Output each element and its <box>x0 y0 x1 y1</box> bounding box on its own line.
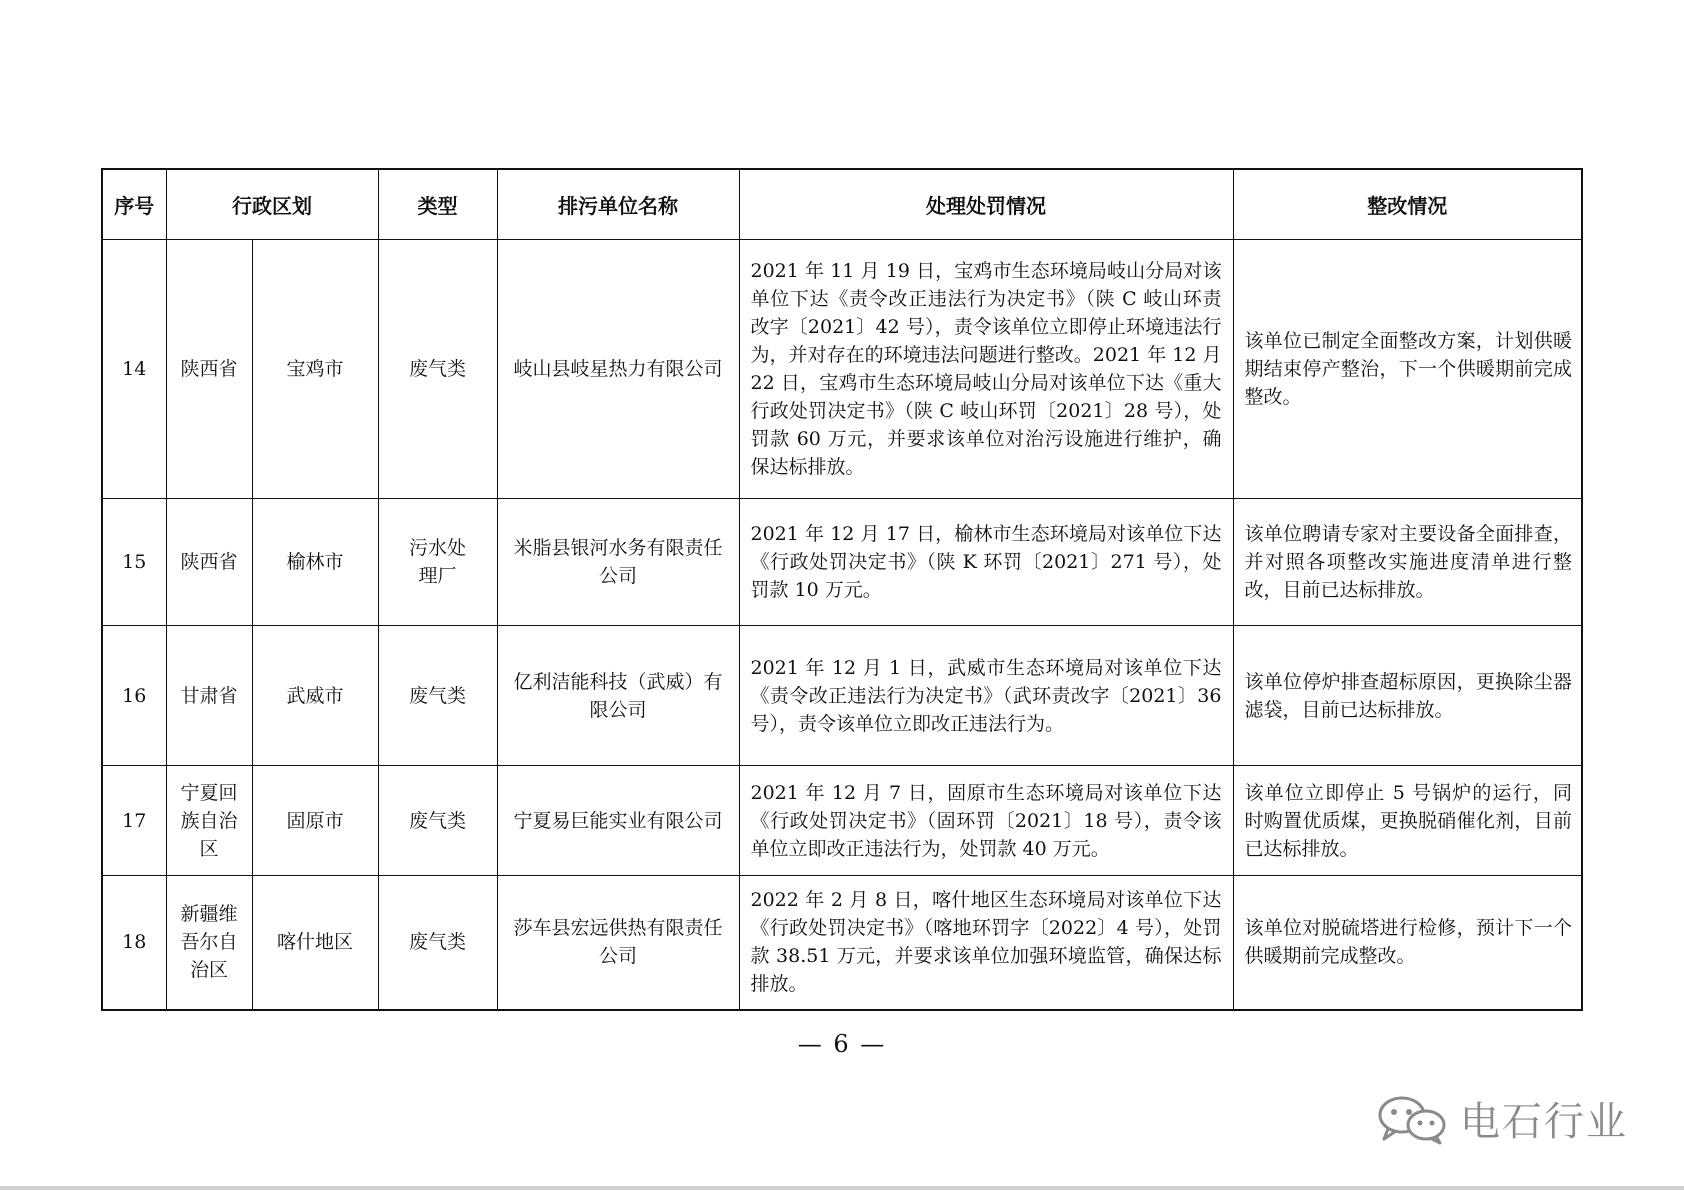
cell-seq: 15 <box>102 499 166 626</box>
table-row <box>102 766 1582 876</box>
cell-province: 宁夏回族自治区 <box>166 766 252 876</box>
cell-province: 陕西省 <box>166 499 252 626</box>
cell-province: 陕西省 <box>166 240 252 499</box>
header-name: 排污单位名称 <box>497 169 739 240</box>
cell-city: 喀什地区 <box>252 876 378 1010</box>
table-header-row <box>102 169 1582 240</box>
cell-rectification: 该单位聘请专家对主要设备全面排查，并对照各项整改实施进度清单进行整改，目前已达标排放。 <box>1233 499 1582 626</box>
cell-province: 甘肃省 <box>166 626 252 766</box>
cell-unit-name: 米脂县银河水务有限责任公司 <box>497 499 739 626</box>
cell-type: 废气类 <box>378 240 497 499</box>
cell-penalty: 2022 年 2 月 8 日，喀什地区生态环境局对该单位下达《行政处罚决定书》（喀地环罚字〔2022〕4 号），处罚款 38.51 万元，并要求该单位加强环境监管，确保达标排放。 <box>739 876 1233 1010</box>
header-rectification: 整改情况 <box>1233 169 1582 240</box>
cell-city: 榆林市 <box>252 499 378 626</box>
cell-penalty: 2021 年 12 月 17 日，榆林市生态环境局对该单位下达《行政处罚决定书》（陕 K 环罚〔2021〕271 号），处罚款 10 万元。 <box>739 499 1233 626</box>
table-row <box>102 626 1582 766</box>
penalty-table <box>101 168 1583 1011</box>
header-region: 行政区划 <box>166 169 378 240</box>
watermark-text: 电石行业 <box>1460 1099 1628 1145</box>
table-row <box>102 876 1582 1010</box>
cell-rectification: 该单位立即停止 5 号锅炉的运行，同时购置优质煤，更换脱硝催化剂，目前已达标排放。 <box>1233 766 1582 876</box>
cell-seq: 14 <box>102 240 166 499</box>
cell-type: 废气类 <box>378 766 497 876</box>
cell-penalty: 2021 年 12 月 1 日，武威市生态环境局对该单位下达《责令改正违法行为决定书》（武环责改字〔2021〕36 号），责令该单位立即改正违法行为。 <box>739 626 1233 766</box>
page-number: — 6 — <box>797 1030 887 1058</box>
table-row <box>102 499 1582 626</box>
cell-unit-name: 莎车县宏远供热有限责任公司 <box>497 876 739 1010</box>
cell-seq: 16 <box>102 626 166 766</box>
header-penalty: 处理处罚情况 <box>739 169 1233 240</box>
cell-seq: 18 <box>102 876 166 1010</box>
cell-penalty: 2021 年 12 月 7 日，固原市生态环境局对该单位下达《行政处罚决定书》（固环罚〔2021〕18 号），责令该单位立即改正违法行为，处罚款 40 万元。 <box>739 766 1233 876</box>
header-seq: 序号 <box>102 169 166 240</box>
cell-rectification: 该单位已制定全面整改方案，计划供暖期结束停产整治，下一个供暖期前完成整改。 <box>1233 240 1582 499</box>
cell-unit-name: 宁夏易巨能实业有限公司 <box>497 766 739 876</box>
bottom-divider <box>0 1186 1684 1190</box>
cell-seq: 17 <box>102 766 166 876</box>
cell-city: 固原市 <box>252 766 378 876</box>
header-type: 类型 <box>378 169 497 240</box>
cell-penalty: 2021 年 11 月 19 日，宝鸡市生态环境局岐山分局对该单位下达《责令改正违法行为决定书》（陕 C 岐山环责改字〔2021〕42 号），责令该单位立即停止环境违法行为，并对存在的环境违法问题进行整改。2021 年 12 月 22 日，宝鸡市生态环境局岐山分局对该单位下达《重大行政处罚决定书》（陕 C 岐山环罚〔2021〕28 号），处罚款 60 万元，并要求该单位对治污设施进行维护，确保达标排放。 <box>739 240 1233 499</box>
cell-unit-name: 亿利洁能科技（武威）有限公司 <box>497 626 739 766</box>
cell-city: 武威市 <box>252 626 378 766</box>
table-row <box>102 240 1582 499</box>
cell-rectification: 该单位停炉排查超标原因，更换除尘器滤袋，目前已达标排放。 <box>1233 626 1582 766</box>
cell-city: 宝鸡市 <box>252 240 378 499</box>
cell-rectification: 该单位对脱硫塔进行检修，预计下一个供暖期前完成整改。 <box>1233 876 1582 1010</box>
cell-unit-name: 岐山县岐星热力有限公司 <box>497 240 739 499</box>
wechat-icon <box>1374 1093 1450 1145</box>
cell-type: 废气类 <box>378 626 497 766</box>
cell-province: 新疆维吾尔自治区 <box>166 876 252 1010</box>
watermark <box>1374 1090 1628 1147</box>
cell-type: 污水处理厂 <box>378 499 497 626</box>
cell-type: 废气类 <box>378 876 497 1010</box>
